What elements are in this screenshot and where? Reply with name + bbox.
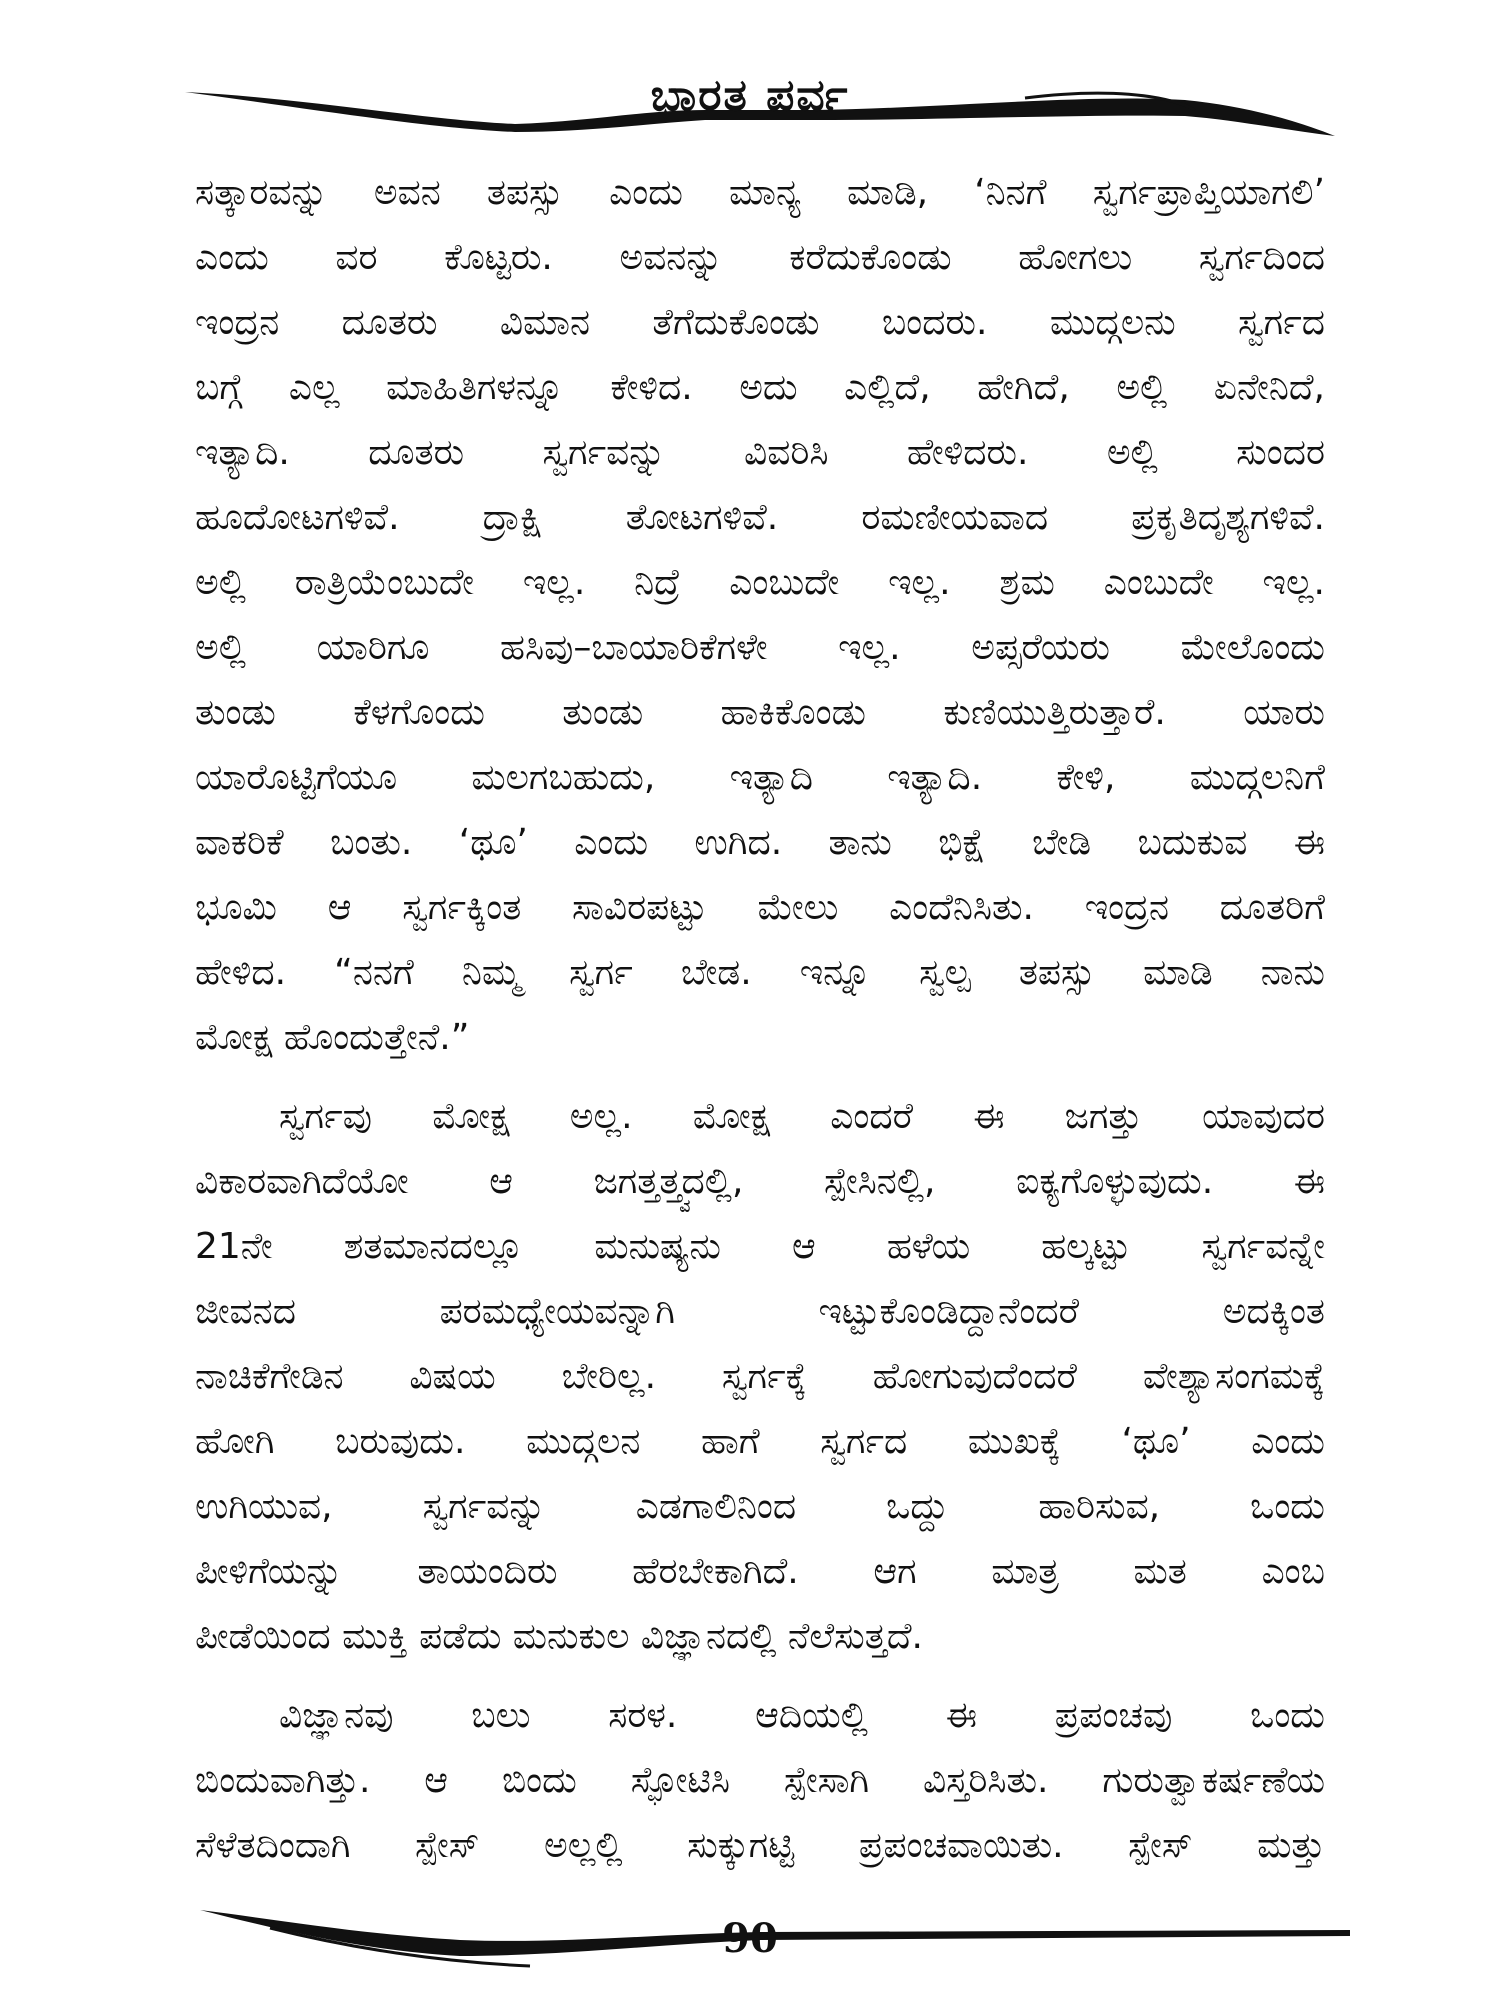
running-header-title: ಭಾರತ ಪರ್ವ xyxy=(650,70,850,121)
text-line: ಯಾರೊಟ್ಟಿಗೆಯೂ ಮಲಗಬಹುದು, ಇತ್ಯಾದಿ ಇತ್ಯಾದಿ. ಕೇಳಿ, ಮುದ್ಗಲನಿಗೆ xyxy=(195,757,1325,798)
text-line: ಪೀಡೆಯಿಂದ ಮುಕ್ತಿ ಪಡೆದು ಮನುಕುಲ ವಿಜ್ಞಾನದಲ್ಲಿ ನೆಲೆಸುತ್ತದೆ. xyxy=(195,1616,924,1657)
text-line: ಹೂದೋಟಗಳಿವೆ. ದ್ರಾಕ್ಷಿ ತೋಟಗಳಿವೆ. ರಮಣೀಯವಾದ ಪ್ರಕೃತಿದೃಶ್ಯಗಳಿವೆ. xyxy=(195,497,1325,538)
paragraph-3 xyxy=(195,1683,1325,1878)
text-line: ಉಗಿಯುವ, ಸ್ವರ್ಗವನ್ನು ಎಡಗಾಲಿನಿಂದ ಒದ್ದು ಹಾರಿಸುವ, ಒಂದು xyxy=(195,1486,1325,1527)
text-line: ಬಗ್ಗೆ ಎಲ್ಲ ಮಾಹಿತಿಗಳನ್ನೂ ಕೇಳಿದ. ಅದು ಎಲ್ಲಿದೆ, ಹೇಗಿದೆ, ಅಲ್ಲಿ ಏನೇನಿದೆ, xyxy=(195,367,1325,408)
text-line: ಅಲ್ಲಿ ರಾತ್ರಿಯೆಂಬುದೇ ಇಲ್ಲ. ನಿದ್ರೆ ಎಂಬುದೇ ಇಲ್ಲ. ಶ್ರಮ ಎಂಬುದೇ ಇಲ್ಲ. xyxy=(195,562,1325,603)
paragraph-1 xyxy=(195,160,1325,1070)
text-line: ಇಂದ್ರನ ದೂತರು ವಿಮಾನ ತೆಗೆದುಕೊಂಡು ಬಂದರು. ಮುದ್ಗಲನು ಸ್ವರ್ಗದ xyxy=(195,302,1325,343)
text-line: ನಾಚಿಕೆಗೇಡಿನ ವಿಷಯ ಬೇರಿಲ್ಲ. ಸ್ವರ್ಗಕ್ಕೆ ಹೋಗುವುದೆಂದರೆ ವೇಶ್ಯಾಸಂಗಮಕ್ಕೆ xyxy=(195,1356,1325,1397)
text-line: ಎಂದು ವರ ಕೊಟ್ಟರು. ಅವನನ್ನು ಕರೆದುಕೊಂಡು ಹೋಗಲು ಸ್ವರ್ಗದಿಂದ xyxy=(195,237,1325,278)
text-line: ಇತ್ಯಾದಿ. ದೂತರು ಸ್ವರ್ಗವನ್ನು ವಿವರಿಸಿ ಹೇಳಿದರು. ಅಲ್ಲಿ ಸುಂದರ xyxy=(195,432,1325,473)
body-text xyxy=(195,160,1325,1892)
text-line: ಹೋಗಿ ಬರುವುದು. ಮುದ್ಗಲನ ಹಾಗೆ ಸ್ವರ್ಗದ ಮುಖಕ್ಕೆ ‘ಥೂ’ ಎಂದು xyxy=(195,1421,1325,1462)
text-line: ಮೋಕ್ಷ ಹೊಂದುತ್ತೇನೆ.” xyxy=(195,1017,470,1058)
text-line: ಸೆಳೆತದಿಂದಾಗಿ ಸ್ಪೇಸ್ ಅಲ್ಲಲ್ಲಿ ಸುಕ್ಕುಗಟ್ಟಿ ಪ್ರಪಂಚವಾಯಿತು. ಸ್ಪೇಸ್ ಮತ್ತು xyxy=(195,1825,1325,1866)
text-line: 21ನೇ ಶತಮಾನದಲ್ಲೂ ಮನುಷ್ಯನು ಆ ಹಳೆಯ ಹಲ್ಕಟ್ಟು ಸ್ವರ್ಗವನ್ನೇ xyxy=(195,1226,1325,1267)
text-line: ಪೀಳಿಗೆಯನ್ನು ತಾಯಂದಿರು ಹೆರಬೇಕಾಗಿದೆ. ಆಗ ಮಾತ್ರ ಮತ ಎಂಬ xyxy=(195,1551,1325,1592)
text-line: ಅಲ್ಲಿ ಯಾರಿಗೂ ಹಸಿವು–ಬಾಯಾರಿಕೆಗಳೇ ಇಲ್ಲ. ಅಪ್ಸರೆಯರು ಮೇಲೊಂದು xyxy=(195,627,1325,668)
text-line: ಜೀವನದ ಪರಮಧ್ಯೇಯವನ್ನಾಗಿ ಇಟ್ಟುಕೊಂಡಿದ್ದಾನೆಂದರೆ ಅದಕ್ಕಿಂತ xyxy=(195,1291,1325,1332)
text-line: ಸತ್ಕಾರವನ್ನು ಅವನ ತಪಸ್ಸು ಎಂದು ಮಾನ್ಯ ಮಾಡಿ, ‘ನಿನಗೆ ಸ್ವರ್ಗಪ್ರಾಪ್ತಿಯಾಗಲಿ’ xyxy=(195,172,1325,213)
paragraph-2 xyxy=(195,1084,1325,1669)
text-line: ಬಿಂದುವಾಗಿತ್ತು. ಆ ಬಿಂದು ಸ್ಫೋಟಿಸಿ ಸ್ಪೇಸಾಗಿ ವಿಸ್ತರಿಸಿತು. ಗುರುತ್ವಾಕರ್ಷಣೆಯ xyxy=(195,1760,1325,1801)
text-line: ತುಂಡು ಕೆಳಗೊಂದು ತುಂಡು ಹಾಕಿಕೊಂಡು ಕುಣಿಯುತ್ತಿರುತ್ತಾರೆ. ಯಾರು xyxy=(195,692,1325,733)
text-line: ಹೇಳಿದ. “ನನಗೆ ನಿಮ್ಮ ಸ್ವರ್ಗ ಬೇಡ. ಇನ್ನೂ ಸ್ವಲ್ಪ ತಪಸ್ಸು ಮಾಡಿ ನಾನು xyxy=(195,952,1325,993)
text-line: ಸ್ವರ್ಗವು ಮೋಕ್ಷ ಅಲ್ಲ. ಮೋಕ್ಷ ಎಂದರೆ ಈ ಜಗತ್ತು ಯಾವುದರ xyxy=(279,1096,1325,1137)
page-number: 90 xyxy=(722,1915,778,1962)
text-line: ವಾಕರಿಕೆ ಬಂತು. ‘ಥೂ’ ಎಂದು ಉಗಿದ. ತಾನು ಭಿಕ್ಷೆ ಬೇಡಿ ಬದುಕುವ ಈ xyxy=(195,822,1325,863)
text-line: ವಿಜ್ಞಾನವು ಬಲು ಸರಳ. ಆದಿಯಲ್ಲಿ ಈ ಪ್ರಪಂಚವು ಒಂದು xyxy=(279,1695,1325,1736)
text-line: ವಿಕಾರವಾಗಿದೆಯೋ ಆ ಜಗತ್ತತ್ತ್ವದಲ್ಲಿ, ಸ್ಪೇಸಿನಲ್ಲಿ, ಐಕ್ಯಗೊಳ್ಳುವುದು. ಈ xyxy=(195,1161,1325,1202)
text-line: ಭೂಮಿ ಆ ಸ್ವರ್ಗಕ್ಕಿಂತ ಸಾವಿರಪಟ್ಟು ಮೇಲು ಎಂದೆನಿಸಿತು. ಇಂದ್ರನ ದೂತರಿಗೆ xyxy=(195,887,1325,928)
